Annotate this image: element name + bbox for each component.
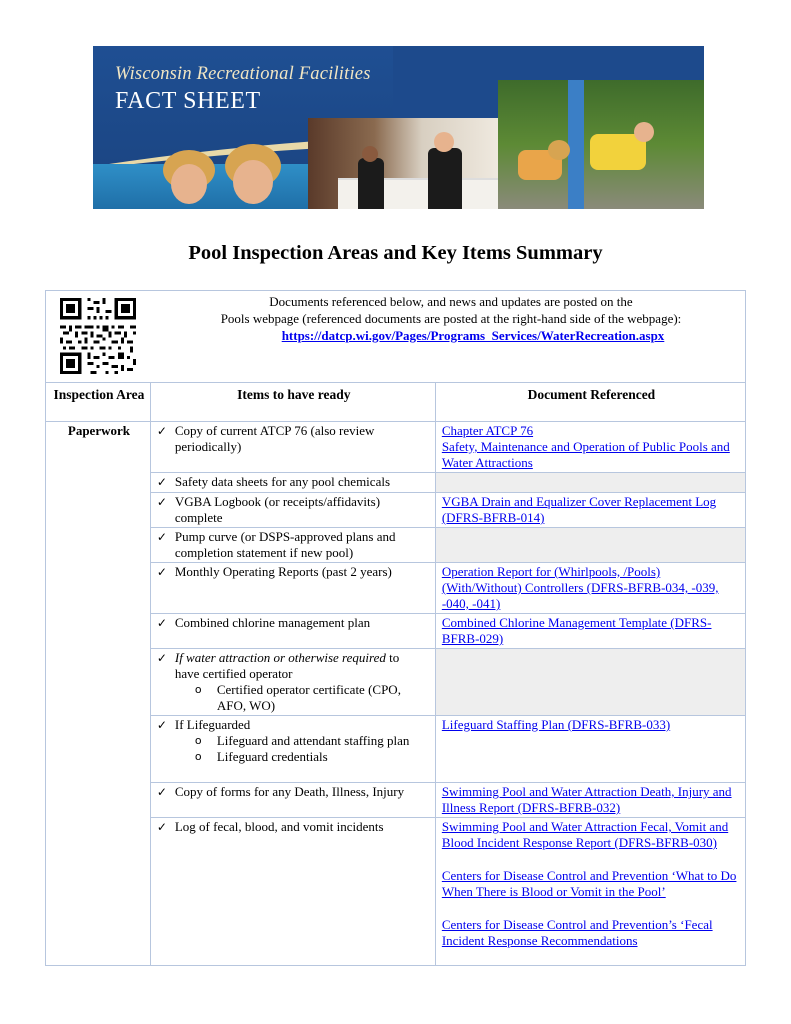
table-header-row bbox=[46, 383, 746, 422]
item-cell bbox=[150, 614, 435, 649]
item-text: Copy of forms for any Death, Illness, Injury bbox=[174, 784, 405, 799]
pools-webpage-link[interactable]: https://datcp.wi.gov/Pages/Programs_Services/WaterRecreation.aspx bbox=[281, 328, 665, 343]
bullet-icon: o bbox=[194, 683, 202, 696]
checkmark-icon: ✓ bbox=[156, 475, 167, 489]
checkmark-icon: ✓ bbox=[156, 820, 167, 834]
doc-cell bbox=[435, 614, 745, 649]
intro-text bbox=[156, 293, 746, 344]
item-text-rest: to have certified operator bbox=[174, 650, 400, 681]
header-documents: Document Referenced bbox=[435, 383, 745, 422]
doc-link[interactable]: Centers for Disease Control and Prevention ‘What to Do When There is Blood or Vomit in the Pool’ bbox=[441, 868, 737, 899]
table-row bbox=[46, 473, 746, 493]
item-cell bbox=[150, 716, 435, 783]
checkmark-icon: ✓ bbox=[156, 530, 167, 544]
item-text: Log of fecal, blood, and vomit incidents bbox=[174, 819, 384, 834]
table-row bbox=[46, 563, 746, 614]
fact-sheet-banner bbox=[93, 46, 704, 209]
doc-link[interactable]: VGBA Drain and Equalizer Cover Replacement Log (DFRS-BFRB-014) bbox=[441, 494, 717, 525]
qr-code-icon bbox=[60, 298, 136, 374]
doc-link[interactable]: Operation Report for (Whirlpools, /Pools) (With/Without) Controllers (DFRS-BFRB-034, -039, -040, -041) bbox=[441, 564, 719, 611]
checkmark-icon: ✓ bbox=[156, 785, 167, 799]
doc-cell bbox=[435, 563, 745, 614]
sub-item-text: Certified operator certificate (CPO, AFO, WO) bbox=[216, 682, 401, 713]
item-cell bbox=[150, 422, 435, 473]
sub-item bbox=[195, 682, 427, 714]
doc-cell bbox=[435, 493, 745, 528]
table-row bbox=[46, 818, 746, 966]
table-row bbox=[46, 528, 746, 563]
item-text: Combined chlorine management plan bbox=[174, 615, 371, 630]
item-cell bbox=[150, 493, 435, 528]
checkmark-icon: ✓ bbox=[156, 565, 167, 579]
header-inspection-area: Inspection Area bbox=[46, 383, 151, 422]
page-title: Pool Inspection Areas and Key Items Summary bbox=[188, 242, 603, 264]
doc-cell-empty bbox=[435, 649, 745, 716]
item-cell bbox=[150, 473, 435, 493]
table-row bbox=[46, 614, 746, 649]
sub-item bbox=[195, 749, 427, 765]
item-cell bbox=[150, 528, 435, 563]
table-row bbox=[46, 783, 746, 818]
doc-link[interactable]: Safety, Maintenance and Operation of Public Pools and Water Attractions bbox=[441, 439, 730, 470]
inspection-table bbox=[45, 290, 746, 966]
area-paperwork: Paperwork bbox=[46, 422, 151, 966]
checkmark-icon: ✓ bbox=[156, 718, 167, 732]
sub-item-text: Lifeguard and attendant staffing plan bbox=[216, 733, 410, 748]
doc-link[interactable]: Lifeguard Staffing Plan (DFRS-BFRB-033) bbox=[441, 717, 671, 732]
doc-cell-empty bbox=[435, 528, 745, 563]
doc-cell bbox=[435, 422, 745, 473]
doc-link[interactable]: Swimming Pool and Water Attraction Death, Injury and Illness Report (DFRS-BFRB-032) bbox=[441, 784, 732, 815]
item-text: Pump curve (or DSPS-approved plans and completion statement if new pool) bbox=[174, 529, 396, 560]
doc-link[interactable]: Swimming Pool and Water Attraction Fecal, Vomit and Blood Incident Response Report (DFRS-BFRB-030) bbox=[441, 819, 729, 850]
item-cell bbox=[150, 563, 435, 614]
item-text: If Lifeguarded bbox=[174, 717, 251, 732]
doc-cell bbox=[435, 783, 745, 818]
item-cell bbox=[150, 649, 435, 716]
item-text-italic: If water attraction or otherwise required bbox=[174, 650, 386, 665]
doc-cell-empty bbox=[435, 473, 745, 493]
item-text: VGBA Logbook (or receipts/affidavits) complete bbox=[174, 494, 381, 525]
checkmark-icon: ✓ bbox=[156, 495, 167, 509]
header-items: Items to have ready bbox=[150, 383, 435, 422]
item-text: Safety data sheets for any pool chemicals bbox=[174, 474, 391, 489]
kids-water-fountain-photo bbox=[498, 80, 704, 209]
item-cell bbox=[150, 783, 435, 818]
checkmark-icon: ✓ bbox=[156, 651, 167, 665]
checkmark-icon: ✓ bbox=[156, 616, 167, 630]
item-text: Monthly Operating Reports (past 2 years) bbox=[174, 564, 392, 579]
item-text bbox=[175, 650, 410, 682]
table-row bbox=[46, 493, 746, 528]
sub-item-text: Lifeguard credentials bbox=[216, 749, 328, 764]
table-row bbox=[46, 422, 746, 473]
intro-line-2: Pools webpage (referenced documents are posted at the right-hand side of the webpage): bbox=[220, 311, 682, 326]
item-cell bbox=[150, 818, 435, 966]
doc-link[interactable]: Combined Chlorine Management Template (DFRS-BFRB-029) bbox=[441, 615, 712, 646]
banner-agency-title: Wisconsin Recreational Facilities bbox=[115, 64, 371, 84]
doc-cell bbox=[435, 818, 745, 966]
checkmark-icon: ✓ bbox=[156, 424, 167, 438]
doc-link[interactable]: Chapter ATCP 76 bbox=[441, 423, 534, 438]
table-row bbox=[46, 649, 746, 716]
intro-line-1: Documents referenced below, and news and updates are posted on the bbox=[269, 294, 633, 309]
bullet-icon: o bbox=[194, 734, 202, 747]
sub-item bbox=[195, 733, 427, 749]
table-row bbox=[46, 716, 746, 783]
banner-fact-sheet-label: FACT SHEET bbox=[115, 88, 261, 114]
item-text: Copy of current ATCP 76 (also review periodically) bbox=[174, 423, 375, 454]
kids-swimming-photo bbox=[93, 164, 308, 209]
hotel-housekeeping-photo bbox=[308, 118, 498, 209]
intro-cell bbox=[46, 291, 746, 383]
bullet-icon: o bbox=[194, 750, 202, 763]
doc-link[interactable]: Centers for Disease Control and Prevention’s ‘Fecal Incident Response Recommendations bbox=[441, 917, 713, 948]
doc-cell bbox=[435, 716, 745, 783]
